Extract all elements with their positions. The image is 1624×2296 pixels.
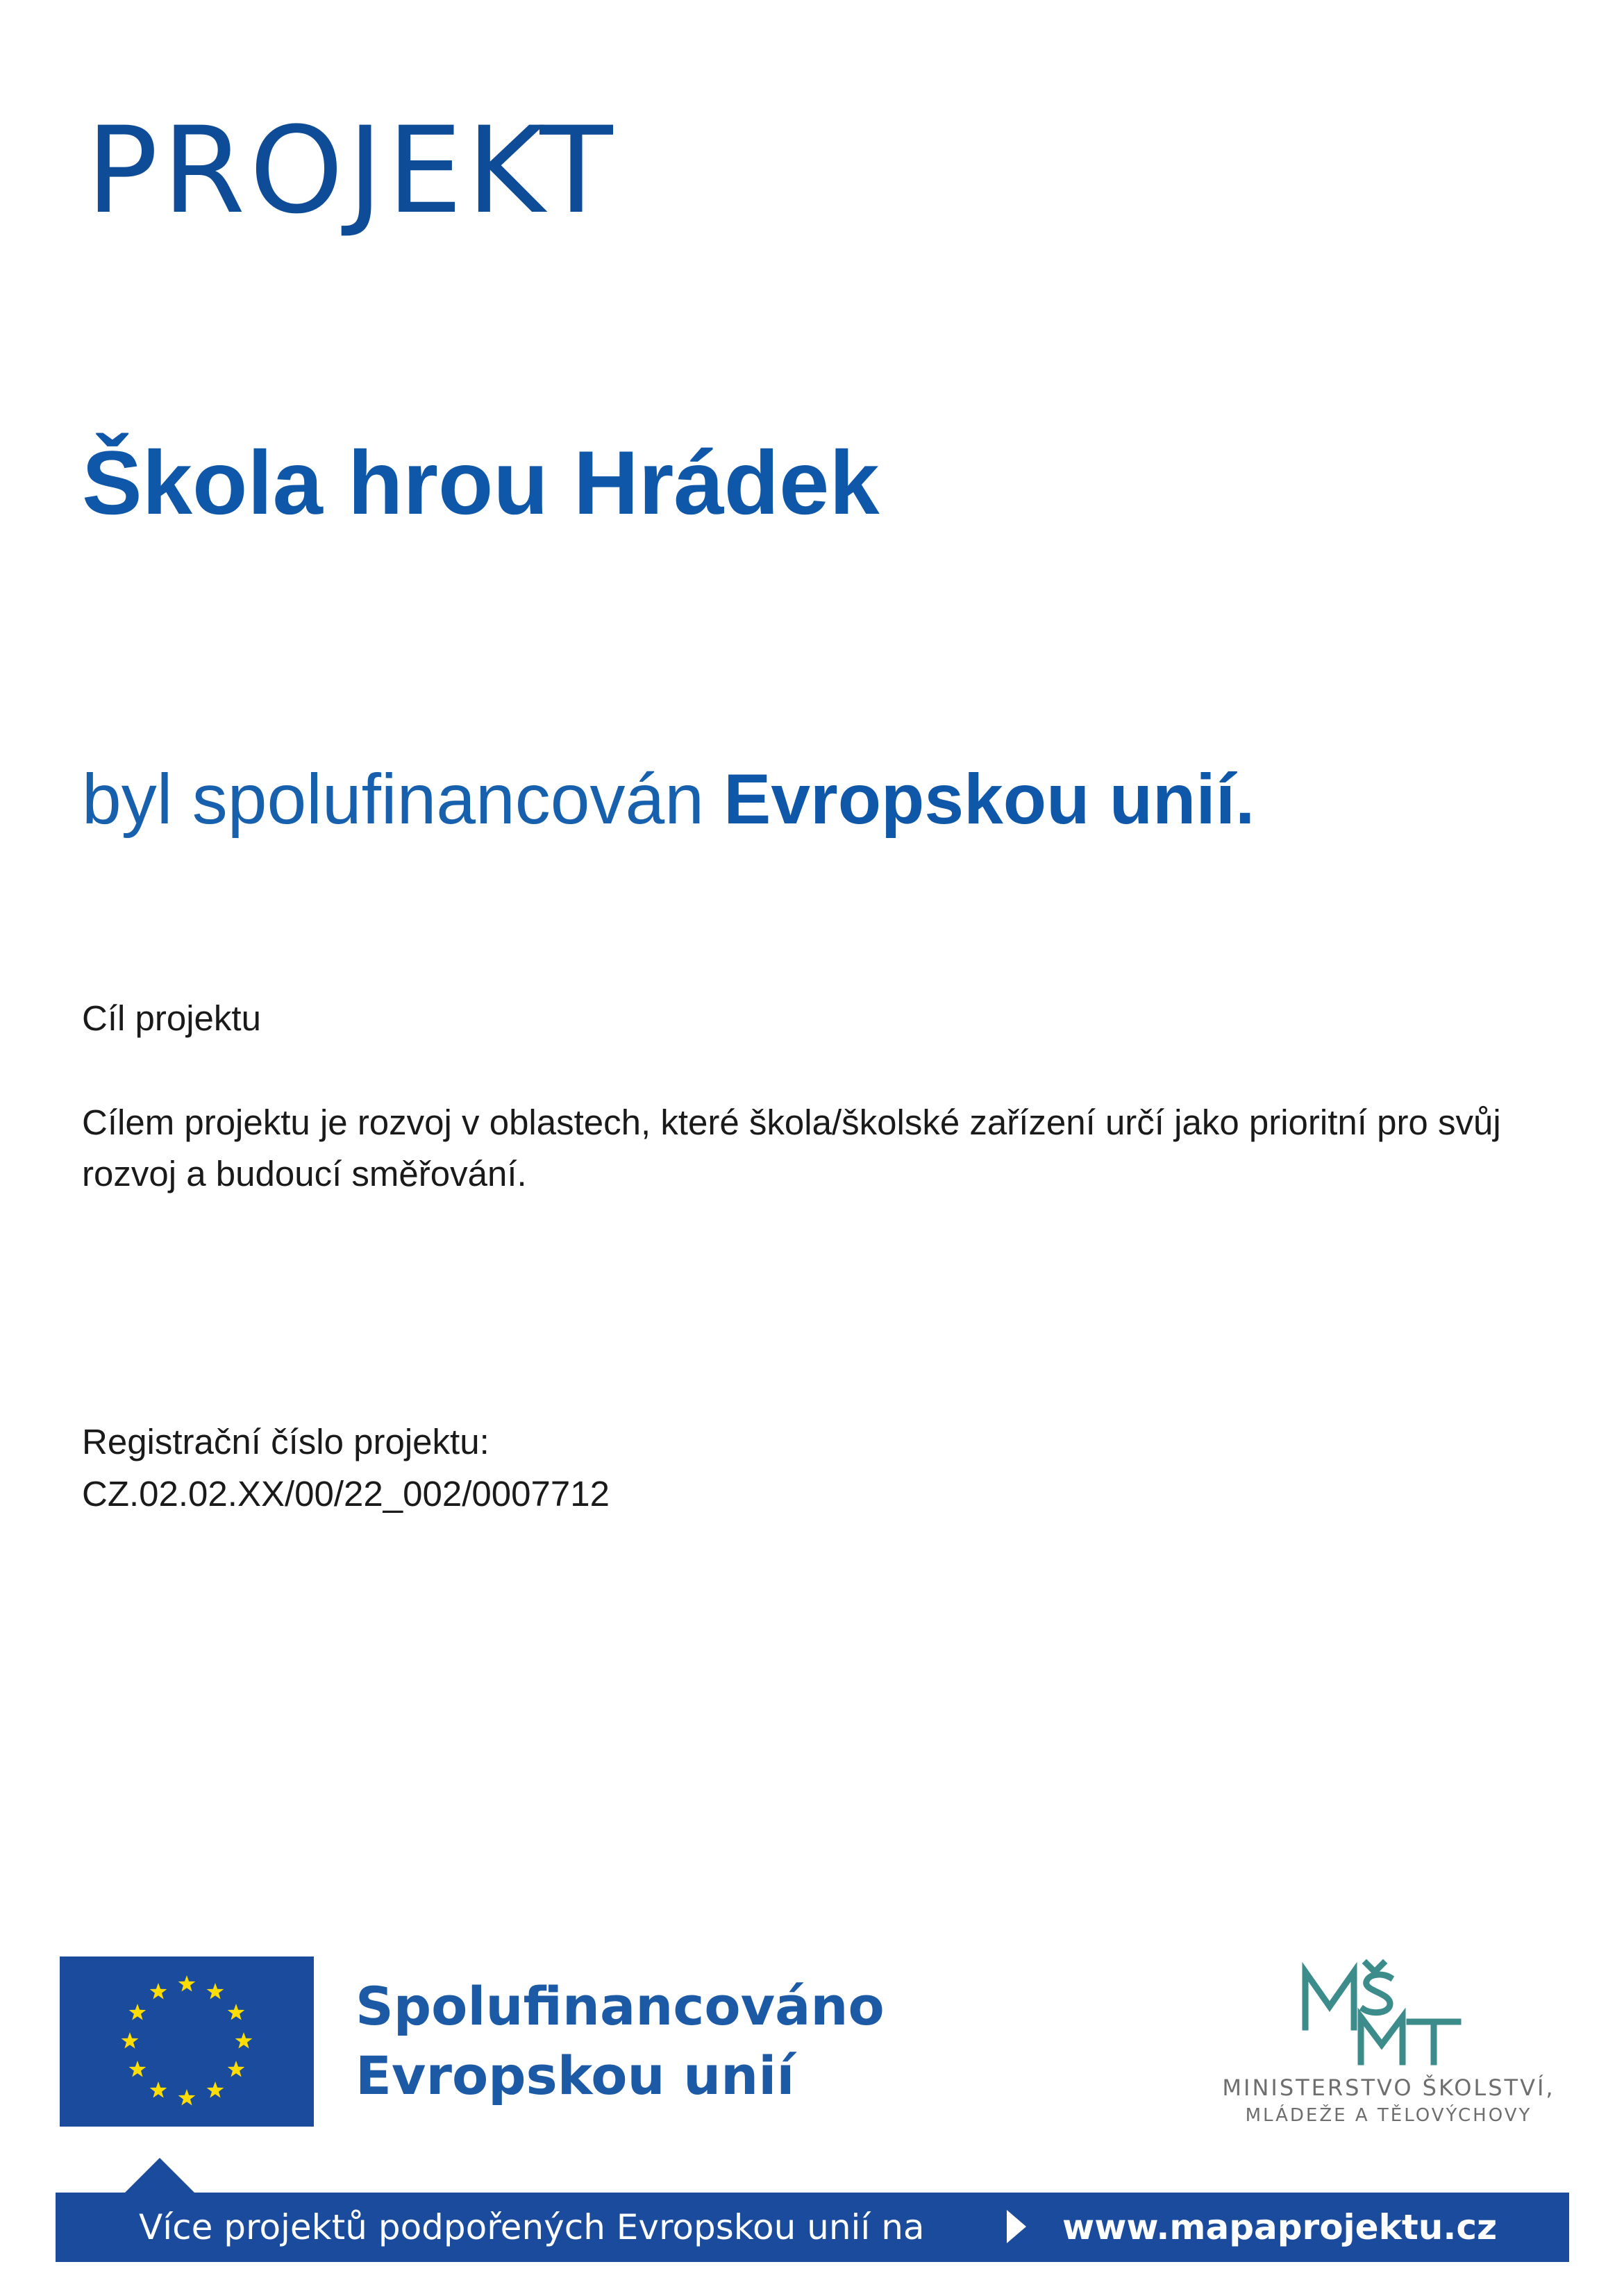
msmt-name-line2: MLÁDEŽE A TĚLOVÝCHOVY — [1245, 2105, 1532, 2126]
arrow-right-icon — [1007, 2210, 1026, 2243]
eu-star-icon — [129, 2061, 147, 2077]
banner-tab — [125, 2158, 194, 2193]
eu-star-icon — [122, 2032, 139, 2049]
banner-text: Více projektů podpořených Evropskou unií na — [139, 2207, 925, 2247]
eu-star-icon — [235, 2032, 253, 2049]
eu-star-icon — [150, 2081, 167, 2098]
footer-banner[interactable] — [56, 2193, 1569, 2262]
eu-star-icon — [150, 1983, 167, 2000]
funding-prefix: byl spolufinancován — [82, 760, 704, 839]
funding-emphasis: Evropskou unií. — [723, 760, 1255, 839]
eu-caption-line2: Evropskou unií — [355, 2045, 795, 2107]
eu-flag-icon — [60, 1956, 314, 2127]
goal-heading: Cíl projektu — [82, 998, 261, 1038]
eu-star-icon — [178, 1975, 196, 1992]
eu-star-icon — [207, 1983, 224, 2000]
msmt-logo-icon — [1208, 1958, 1569, 2131]
eu-caption-line1: Spolufinancováno — [355, 1975, 885, 2037]
eu-star-icon — [178, 2089, 196, 2106]
eu-star-icon — [129, 2004, 147, 2020]
banner-url-link[interactable]: www.mapaprojektu.cz — [1062, 2207, 1498, 2247]
eu-star-icon — [228, 2004, 245, 2020]
eu-caption — [355, 1972, 885, 2111]
registration-number: CZ.02.02.XX/00/22_002/0007712 — [82, 1474, 610, 1514]
funding-statement — [82, 760, 1255, 839]
project-name: Škola hrou Hrádek — [82, 432, 880, 533]
registration-label: Registrační číslo projektu: — [82, 1422, 489, 1461]
msmt-name-line1: MINISTERSTVO ŠKOLSTVÍ, — [1222, 2075, 1555, 2101]
eu-star-icon — [228, 2061, 245, 2077]
goal-text: Cílem projektu je rozvoj v oblastech, které škola/školské zařízení určí jako prioritní pro svůj rozvoj a budoucí směřování. — [82, 1103, 1501, 1193]
eu-star-icon — [207, 2081, 224, 2098]
page-heading: PROJEKT — [86, 101, 617, 240]
